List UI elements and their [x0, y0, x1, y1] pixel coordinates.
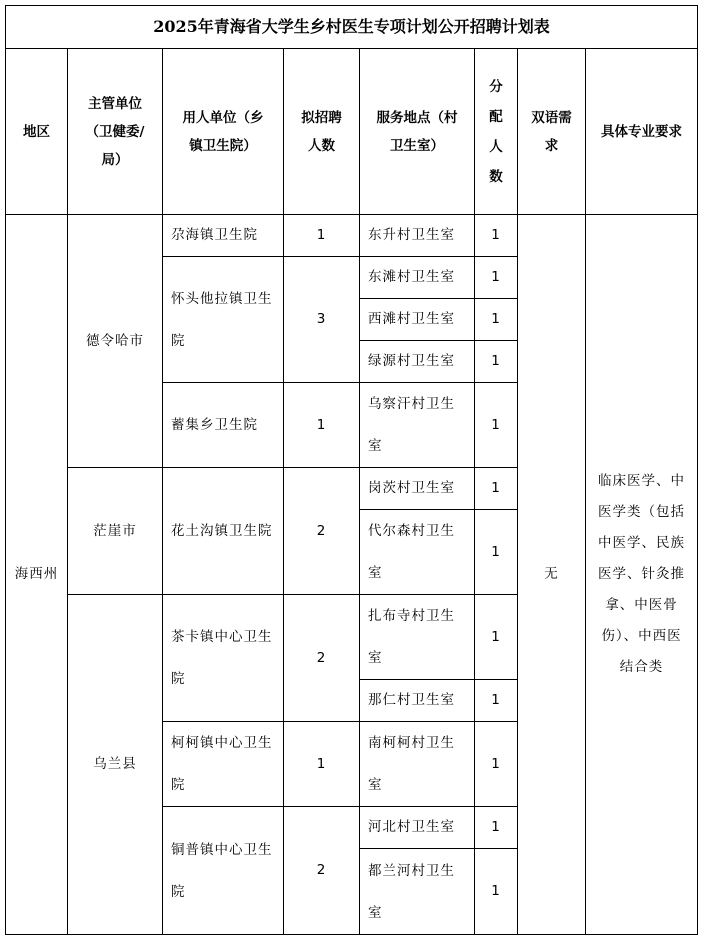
planned-count: 1: [284, 215, 360, 257]
site-cell: 西滩村卫生室: [360, 299, 475, 341]
planned-count: 2: [284, 468, 360, 595]
allocated-count: 1: [475, 807, 518, 849]
header-bilingual: 双语需求: [518, 49, 586, 215]
allocated-count: 1: [475, 595, 518, 680]
allocated-count: 1: [475, 510, 518, 595]
employer-cell: 尕海镇卫生院: [163, 215, 284, 257]
header-employer: 用人单位（乡镇卫生院）: [163, 49, 284, 215]
site-cell: 那仁村卫生室: [360, 680, 475, 722]
table-title: 2025年青海省大学生乡村医生专项计划公开招聘计划表: [6, 6, 698, 49]
planned-count: 3: [284, 257, 360, 383]
supervisor-cell: 乌兰县: [68, 595, 163, 935]
site-cell: 扎布寺村卫生室: [360, 595, 475, 680]
allocated-count: 1: [475, 383, 518, 468]
employer-cell: 铜普镇中心卫生院: [163, 807, 284, 935]
site-cell: 绿源村卫生室: [360, 341, 475, 383]
allocated-count: 1: [475, 849, 518, 935]
planned-count: 2: [284, 595, 360, 722]
allocated-count: 1: [475, 680, 518, 722]
allocated-count: 1: [475, 722, 518, 807]
region-cell: 海西州: [6, 215, 68, 935]
employer-cell: 怀头他拉镇卫生院: [163, 257, 284, 383]
bilingual-cell: 无: [518, 215, 586, 935]
header-allocated: 分配人数: [475, 49, 518, 215]
employer-cell: 蓄集乡卫生院: [163, 383, 284, 468]
major-cell: 临床医学、中医学类（包括中医学、民族医学、针灸推拿、中医骨伤）、中西医结合类: [586, 215, 698, 935]
site-cell: 东升村卫生室: [360, 215, 475, 257]
employer-cell: 茶卡镇中心卫生院: [163, 595, 284, 722]
header-planned: 拟招聘人数: [284, 49, 360, 215]
site-cell: 乌察汗村卫生室: [360, 383, 475, 468]
site-cell: 岗茨村卫生室: [360, 468, 475, 510]
employer-cell: 花土沟镇卫生院: [163, 468, 284, 595]
allocated-count: 1: [475, 215, 518, 257]
site-cell: 南柯柯村卫生室: [360, 722, 475, 807]
site-cell: 河北村卫生室: [360, 807, 475, 849]
planned-count: 1: [284, 722, 360, 807]
supervisor-cell: 德令哈市: [68, 215, 163, 468]
site-cell: 都兰河村卫生室: [360, 849, 475, 935]
header-major: 具体专业要求: [586, 49, 698, 215]
supervisor-cell: 茫崖市: [68, 468, 163, 595]
header-row: [6, 49, 698, 215]
header-region: 地区: [6, 49, 68, 215]
header-supervisor: 主管单位（卫健委/局）: [68, 49, 163, 215]
allocated-count: 1: [475, 299, 518, 341]
allocated-count: 1: [475, 468, 518, 510]
planned-count: 2: [284, 807, 360, 935]
header-service: 服务地点（村卫生室）: [360, 49, 475, 215]
site-cell: 代尔森村卫生室: [360, 510, 475, 595]
table-row: [6, 215, 698, 257]
allocated-count: 1: [475, 341, 518, 383]
site-cell: 东滩村卫生室: [360, 257, 475, 299]
allocated-count: 1: [475, 257, 518, 299]
employer-cell: 柯柯镇中心卫生院: [163, 722, 284, 807]
planned-count: 1: [284, 383, 360, 468]
recruitment-plan-table: [5, 5, 698, 935]
